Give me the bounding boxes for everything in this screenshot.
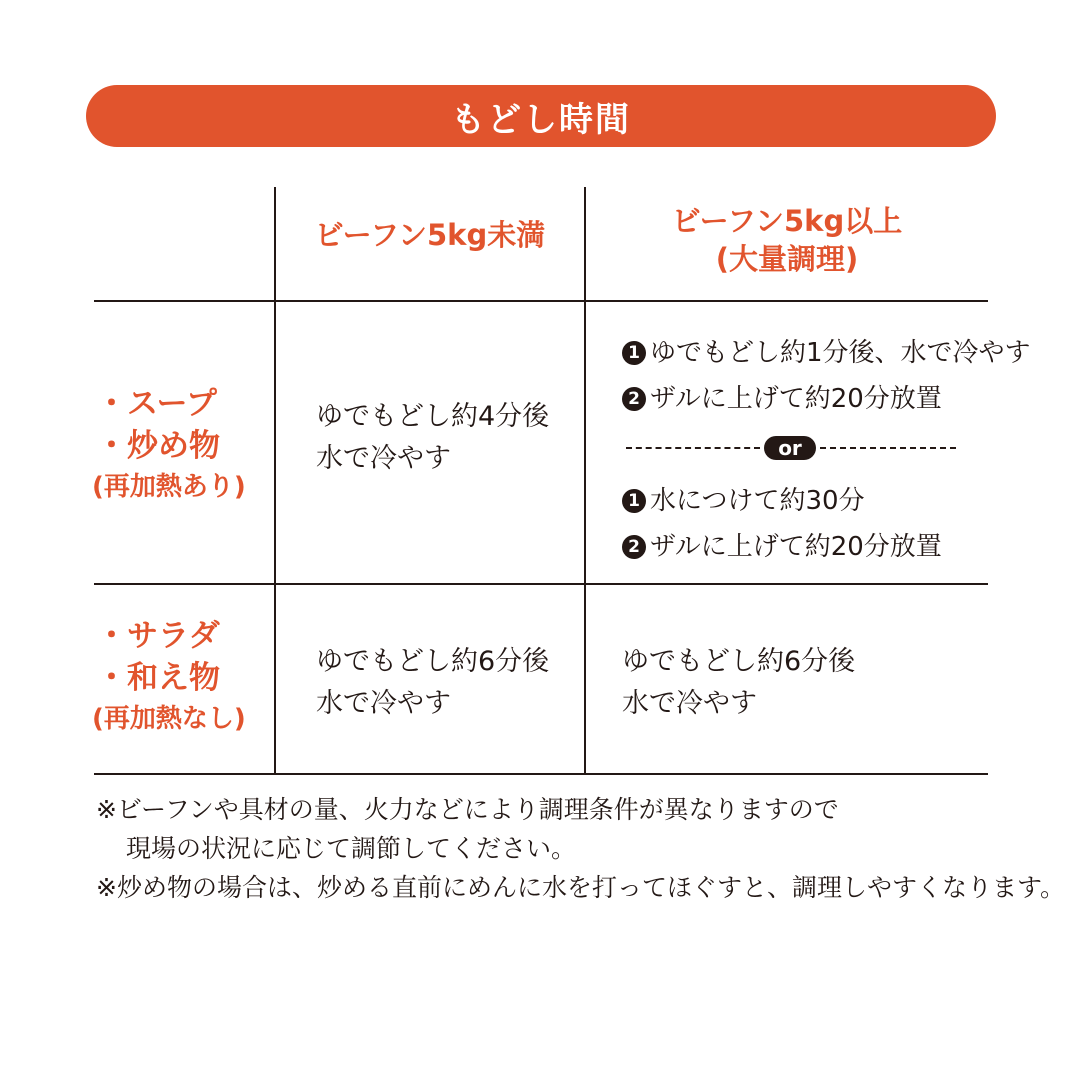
dashed-line-left	[626, 447, 760, 449]
footnotes	[96, 790, 1065, 907]
column-header-over-5kg: ビーフン5kg以上 (大量調理)	[671, 204, 903, 276]
step-item: 1 水につけて約30分	[622, 478, 942, 524]
cell-salad-under-5kg: ゆでもどし約6分後 水で冷やす	[316, 646, 550, 719]
step-number-badge: 2	[622, 387, 646, 411]
cell-soup-over-5kg-option-a	[622, 330, 1031, 422]
row-label: ・スープ	[96, 386, 217, 422]
row-label: ・和え物	[96, 660, 220, 696]
step-item: 2 ザルに上げて約20分放置	[622, 376, 1031, 422]
footnote: 現場の状況に応じて調節してください。	[126, 834, 577, 863]
table-divider-h1	[94, 300, 988, 302]
row-label: ・サラダ	[96, 618, 220, 654]
or-separator	[626, 436, 956, 460]
cell-soup-over-5kg-option-b	[622, 478, 942, 570]
row-header-soup-stirfry	[92, 383, 246, 507]
cell-salad-over-5kg: ゆでもどし約6分後 水で冷やす	[622, 646, 856, 719]
column-header-under-5kg: ビーフン5kg未満	[314, 218, 546, 252]
page-title: もどし時間	[451, 99, 631, 140]
cell-soup-under-5kg: ゆでもどし約4分後 水で冷やす	[316, 401, 550, 474]
step-number-badge: 2	[622, 535, 646, 559]
or-badge: or	[764, 436, 816, 460]
table-divider-h3	[94, 773, 988, 775]
row-header-salad	[92, 615, 246, 739]
row-label: ・炒め物	[96, 428, 220, 464]
table-divider-v1	[274, 187, 276, 775]
row-note: (再加熱あり)	[92, 472, 246, 502]
step-number-badge: 1	[622, 489, 646, 513]
title-banner	[86, 85, 996, 147]
step-item: 2 ザルに上げて約20分放置	[622, 524, 942, 570]
step-number-badge: 1	[622, 341, 646, 365]
table-divider-h2	[94, 583, 988, 585]
step-item: 1 ゆでもどし約1分後、水で冷やす	[622, 330, 1031, 376]
footnote: ※ビーフンや具材の量、火力などにより調理条件が異なりますので	[96, 795, 839, 824]
footnote: ※炒め物の場合は、炒める直前にめんに水を打ってほぐすと、調理しやすくなります。	[96, 873, 1065, 902]
row-note: (再加熱なし)	[92, 704, 246, 734]
dashed-line-right	[820, 447, 956, 449]
